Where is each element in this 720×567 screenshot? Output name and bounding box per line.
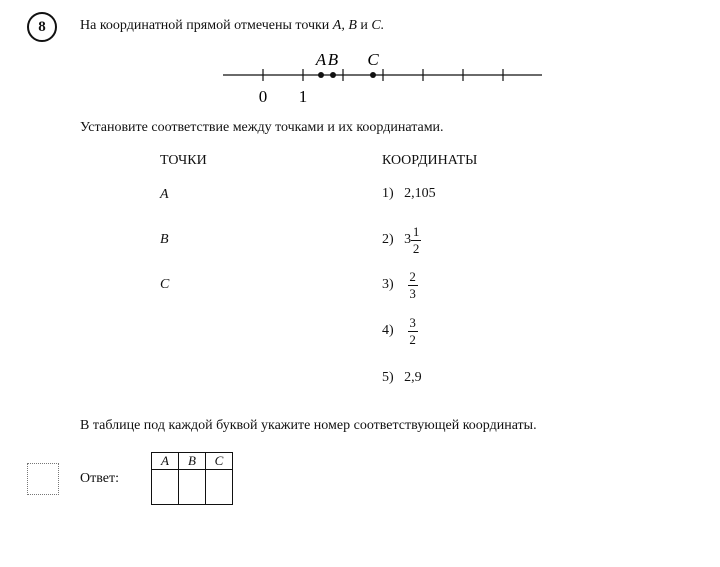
numerator: 3 xyxy=(409,314,416,330)
prompt-last: C. xyxy=(371,18,385,33)
coord-num: 5) xyxy=(382,370,394,385)
point-label-a: A xyxy=(315,50,327,69)
point-a: A xyxy=(160,187,169,202)
point-b: B xyxy=(160,232,169,247)
answer-label: Ответ: xyxy=(80,471,119,486)
answer-cell-a[interactable] xyxy=(152,470,179,505)
prompt-and: и xyxy=(360,18,368,33)
coord-value: 2,9 xyxy=(404,370,422,385)
label-one: 1 xyxy=(298,87,308,106)
points-header: ТОЧКИ xyxy=(160,153,207,168)
answer-checkbox[interactable] xyxy=(27,463,59,495)
coord-option-5 xyxy=(382,370,422,386)
numerator: 2 xyxy=(409,268,416,284)
point-c: C xyxy=(160,277,170,292)
coords-header: КООРДИНАТЫ xyxy=(382,153,478,168)
prompt-prefix: На координатной прямой отмечены точки xyxy=(80,18,330,33)
answer-header-a: A xyxy=(152,453,179,470)
coord-num: 3) xyxy=(382,277,394,292)
denominator: 2 xyxy=(409,331,416,347)
point-marker-a xyxy=(318,72,324,78)
coord-num: 4) xyxy=(382,323,394,338)
answer-table-input-row xyxy=(152,470,233,505)
fraction xyxy=(411,225,421,256)
answer-header-b: B xyxy=(179,453,206,470)
answer-table-header-row xyxy=(152,453,233,470)
point-label-b: B xyxy=(327,50,339,69)
mixed-fraction xyxy=(404,225,421,256)
answer-table xyxy=(151,452,233,505)
instruction: Установите соответствие между точками и их координатами. xyxy=(80,120,444,135)
number-line xyxy=(215,45,555,110)
point-marker-b xyxy=(330,72,336,78)
answer-cell-c[interactable] xyxy=(206,470,233,505)
coord-num: 2) xyxy=(382,232,394,247)
prompt-points: A, B xyxy=(332,18,357,33)
point-marker-c xyxy=(370,72,376,78)
whole-part: 3 xyxy=(404,232,412,247)
label-zero: 0 xyxy=(258,87,268,106)
fraction xyxy=(408,316,418,347)
fill-instruction: В таблице под каждой буквой укажите номер соответствующей координаты. xyxy=(80,418,537,433)
fraction xyxy=(408,270,418,301)
coord-num: 1) xyxy=(382,186,394,201)
answer-cell-b[interactable] xyxy=(179,470,206,505)
task-prompt xyxy=(80,18,384,34)
coord-option-4 xyxy=(382,313,418,349)
point-label-c: C xyxy=(367,50,379,69)
coord-option-1 xyxy=(382,186,436,202)
denominator: 3 xyxy=(409,285,416,301)
coord-option-3 xyxy=(382,267,418,303)
coord-option-2 xyxy=(382,222,421,258)
task-number-badge: 8 xyxy=(27,12,57,42)
answer-header-c: C xyxy=(206,453,233,470)
coord-value: 2,105 xyxy=(404,186,436,201)
denominator: 2 xyxy=(412,240,420,256)
numerator: 1 xyxy=(412,223,420,239)
